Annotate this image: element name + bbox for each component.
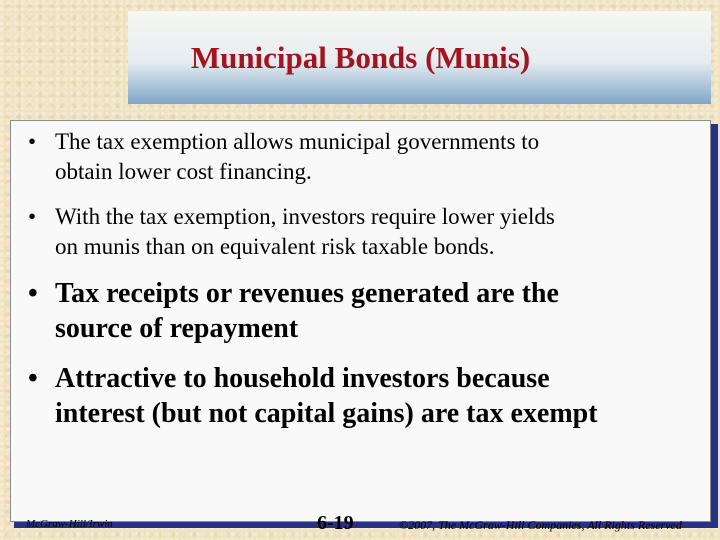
list-item (26, 276, 559, 346)
list-item (26, 127, 539, 187)
bullet-text-line: Tax receipts or revenues generated are the (55, 278, 559, 309)
list-item (26, 202, 555, 262)
list-item (26, 361, 598, 431)
bullet-dot-icon: • (28, 204, 37, 229)
bullet-text-line: obtain lower cost financing. (55, 159, 312, 184)
bullet-text-line: on munis than on equivalent risk taxable bonds. (55, 234, 495, 259)
bullet-text-line: source of repayment (55, 313, 299, 344)
content-box (10, 120, 711, 522)
bullet-dot-icon: • (28, 363, 38, 394)
bullet-text-line: The tax exemption allows municipal governments to (55, 129, 540, 154)
bullet-dot-icon: • (28, 278, 38, 309)
bullet-text-line: With the tax exemption, investors require lower yields (55, 204, 555, 229)
slide-title: Municipal Bonds (Munis) (190, 39, 531, 75)
footer-slide-number: 6-19 (317, 512, 354, 534)
title-banner (128, 11, 711, 104)
footer-publisher: McGraw-Hill/Irwin (26, 518, 113, 530)
bullet-dot-icon: • (28, 129, 37, 154)
bullet-text-line: Attractive to household investors because (55, 363, 550, 394)
bullet-text-line: interest (but not capital gains) are tax exempt (55, 398, 598, 429)
footer-copyright: ©2007, The McGraw-Hill Companies, All Rights Reserved (399, 518, 682, 532)
